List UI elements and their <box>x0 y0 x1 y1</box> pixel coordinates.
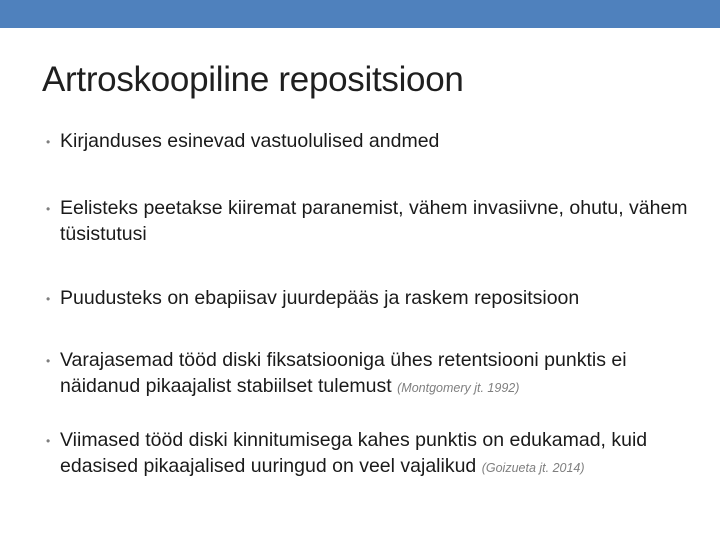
bullet-dot-icon: • <box>46 202 51 216</box>
bullet-citation: (Montgomery jt. 1992) <box>397 381 520 395</box>
bullet-dot-icon: • <box>46 434 51 448</box>
bullet-item <box>46 285 579 311</box>
top-accent-bar <box>0 0 720 28</box>
slide-title: Artroskoopiline repositsioon <box>42 60 464 99</box>
bullet-dot-icon: • <box>46 292 51 306</box>
bullet-item <box>46 195 706 247</box>
bullet-text: Puudusteks on ebapiisav juurdepääs ja raskem repositsioon <box>60 287 580 309</box>
bullet-citation: (Goizueta jt. 2014) <box>481 461 585 475</box>
bullet-text: Viimased tööd diski kinnitumisega kahes punktis on edukamad, kuid edasised pikaajalised uuringud on veel vajalikud <box>60 429 648 477</box>
bullet-dot-icon: • <box>46 354 51 368</box>
bullet-item <box>46 347 706 401</box>
bullet-text: Varajasemad tööd diski fiksatsiooniga ühes retentsiooni punktis ei näidanud pikaajalist stabiilset tulemust <box>60 349 627 397</box>
bullet-text: Eelisteks peetakse kiiremat paranemist, vähem invasiivne, ohutu, vähem tüsistutusi <box>60 197 688 245</box>
bullet-item <box>46 128 439 154</box>
bullet-text: Kirjanduses esinevad vastuolulised andmed <box>60 130 440 152</box>
bullet-dot-icon: • <box>46 135 51 149</box>
bullet-item <box>46 427 706 481</box>
